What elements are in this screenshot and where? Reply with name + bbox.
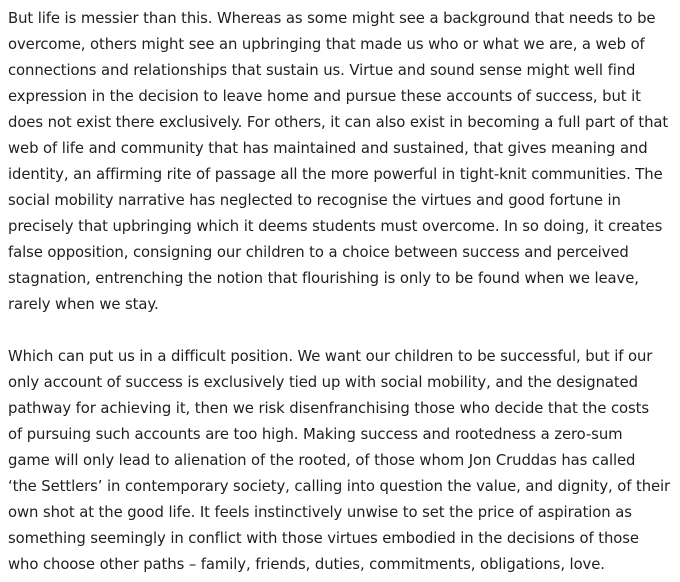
- text-line: false opposition, consigning our children to a choice between success and perceived: [8, 243, 629, 261]
- text-line: does not exist there exclusively. For others, it can also exist in becoming a full part of that: [8, 113, 669, 131]
- text-line: only account of success is exclusively tied up with social mobility, and the designated: [8, 373, 638, 391]
- text-line: something seemingly in conflict with those virtues embodied in the decisions of those: [8, 529, 639, 547]
- text-line: web of life and community that has maintained and sustained, that gives meaning and: [8, 139, 648, 157]
- text-line: ‘the Settlers’ in contemporary society, calling into question the value, and dignity, of their: [8, 477, 671, 495]
- article-body: [8, 0, 672, 577]
- text-line: who choose other paths – family, friends, duties, commitments, obligations, love.: [8, 555, 605, 573]
- text-line: identity, an affirming rite of passage all the more powerful in tight-knit communities. The: [8, 165, 663, 183]
- text-line: overcome, others might see an upbringing that made us who or what we are, a web of: [8, 35, 645, 53]
- paragraph: [8, 5, 672, 317]
- text-line: connections and relationships that sustain us. Virtue and sound sense might well find: [8, 61, 636, 79]
- text-line: But life is messier than this. Whereas as some might see a background that needs to be: [8, 9, 656, 27]
- text-line: Which can put us in a difficult position. We want our children to be successful, but if our: [8, 347, 653, 365]
- text-line: pathway for achieving it, then we risk disenfranchising those who decide that the costs: [8, 399, 650, 417]
- text-line: precisely that upbringing which it deems students must overcome. In so doing, it creates: [8, 217, 663, 235]
- paragraph: [8, 343, 672, 577]
- text-line: stagnation, entrenching the notion that flourishing is only to be found when we leave,: [8, 269, 639, 287]
- text-line: of pursuing such accounts are too high. Making success and rootedness a zero-sum: [8, 425, 623, 443]
- text-line: own shot at the good life. It feels instinctively unwise to set the price of aspiration as: [8, 503, 632, 521]
- text-line: expression in the decision to leave home and pursue these accounts of success, but it: [8, 87, 641, 105]
- text-line: rarely when we stay.: [8, 295, 159, 313]
- text-line: social mobility narrative has neglected to recognise the virtues and good fortune in: [8, 191, 621, 209]
- text-line: game will only lead to alienation of the rooted, of those whom Jon Cruddas has called: [8, 451, 636, 469]
